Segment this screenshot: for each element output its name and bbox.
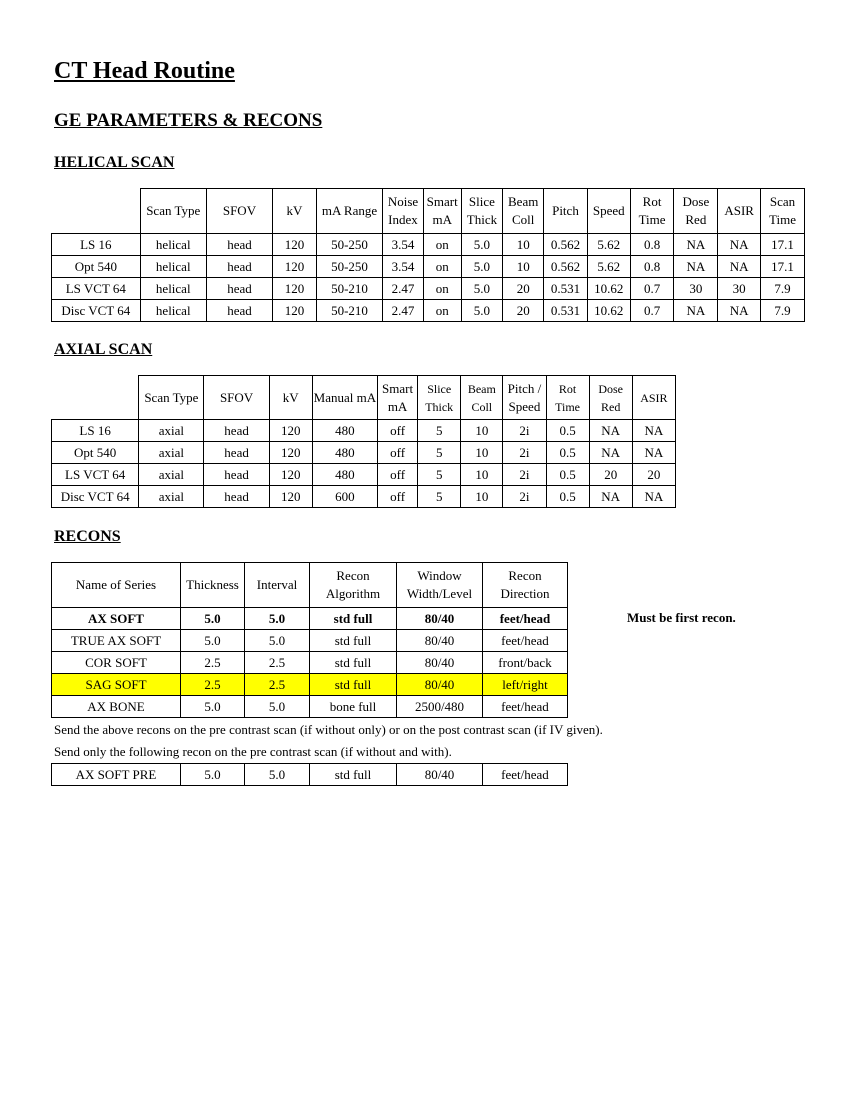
table-cell: front/back <box>483 652 568 674</box>
column-header: Beam Coll <box>461 376 503 420</box>
pre-recon-table <box>51 763 568 786</box>
table-cell: 5.0 <box>461 278 503 300</box>
table-cell: 120 <box>273 256 317 278</box>
table-cell: 20 <box>503 278 544 300</box>
table-row <box>52 630 568 652</box>
table-cell: 5.0 <box>461 300 503 322</box>
table-cell: off <box>378 464 418 486</box>
row-label: AX SOFT <box>52 608 181 630</box>
table-cell: 5.0 <box>181 630 245 652</box>
row-label: SAG SOFT <box>52 674 181 696</box>
table-cell: NA <box>632 420 675 442</box>
table-cell: feet/head <box>483 764 568 786</box>
table-cell: 2500/480 <box>397 696 483 718</box>
table-row <box>52 652 568 674</box>
row-label: LS 16 <box>52 420 139 442</box>
row-label: Opt 540 <box>52 256 141 278</box>
axial-heading: AXIAL SCAN <box>54 341 153 358</box>
table-row <box>52 764 568 786</box>
table-cell: 480 <box>312 464 377 486</box>
table-cell: on <box>423 234 461 256</box>
table-cell: 10 <box>461 442 503 464</box>
column-header: Slice Thick <box>418 376 461 420</box>
row-label: LS VCT 64 <box>52 278 141 300</box>
row-label: COR SOFT <box>52 652 181 674</box>
table-row <box>52 464 676 486</box>
table-cell: 120 <box>269 464 312 486</box>
table-row <box>52 256 805 278</box>
column-header: Pitch / Speed <box>503 376 546 420</box>
helical-table <box>51 188 805 322</box>
row-label: LS VCT 64 <box>52 464 139 486</box>
table-cell: head <box>204 486 269 508</box>
table-cell: 0.8 <box>630 256 674 278</box>
recons-note-2: Send only the following recon on the pre contrast scan (if without and with). <box>54 744 452 759</box>
table-cell: 0.7 <box>630 300 674 322</box>
table-cell: std full <box>310 764 397 786</box>
table-cell: 2.47 <box>383 300 424 322</box>
table-cell: 80/40 <box>397 674 483 696</box>
table-cell: 20 <box>632 464 675 486</box>
table-cell: 0.531 <box>544 300 588 322</box>
recons-heading: RECONS <box>54 528 121 545</box>
table-cell: 0.5 <box>546 420 589 442</box>
table-cell: on <box>423 278 461 300</box>
table-cell: 5.62 <box>587 256 630 278</box>
corner-blank <box>52 189 141 234</box>
table-cell: NA <box>674 300 718 322</box>
column-header: Scan Type <box>139 376 204 420</box>
table-cell: 0.5 <box>546 486 589 508</box>
table-cell: feet/head <box>483 630 568 652</box>
table-cell: 0.531 <box>544 278 588 300</box>
table-cell: 2i <box>503 420 546 442</box>
table-cell: 10 <box>461 420 503 442</box>
header-row <box>52 376 676 420</box>
column-header: Rot Time <box>630 189 674 234</box>
column-header: SFOV <box>206 189 272 234</box>
column-header: Interval <box>245 563 310 608</box>
table-cell: 2.5 <box>245 652 310 674</box>
table-cell: helical <box>140 234 206 256</box>
table-cell: 50-210 <box>316 300 382 322</box>
table-cell: 80/40 <box>397 652 483 674</box>
table-cell: 5 <box>418 464 461 486</box>
table-cell: 5.62 <box>587 234 630 256</box>
table-cell: head <box>204 442 269 464</box>
table-row <box>52 234 805 256</box>
table-cell: 50-250 <box>316 234 382 256</box>
row-label: AX BONE <box>52 696 181 718</box>
table-cell: 2.47 <box>383 278 424 300</box>
column-header: ASIR <box>718 189 761 234</box>
column-header: Noise Index <box>383 189 424 234</box>
table-cell: 2.5 <box>181 652 245 674</box>
table-cell: 80/40 <box>397 764 483 786</box>
table-cell: 0.5 <box>546 464 589 486</box>
table-cell: feet/head <box>483 608 568 630</box>
table-cell: 80/40 <box>397 608 483 630</box>
table-row <box>52 674 568 696</box>
table-cell: 5 <box>418 486 461 508</box>
column-header: kV <box>269 376 312 420</box>
column-header: Recon Algorithm <box>310 563 397 608</box>
table-cell: off <box>378 486 418 508</box>
table-row <box>52 608 568 630</box>
table-cell: 0.5 <box>546 442 589 464</box>
table-cell: std full <box>310 608 397 630</box>
row-label: Disc VCT 64 <box>52 486 139 508</box>
column-header: Recon Direction <box>483 563 568 608</box>
table-cell: axial <box>139 464 204 486</box>
table-cell: 5.0 <box>245 764 310 786</box>
table-cell: 2.5 <box>181 674 245 696</box>
table-cell: 5.0 <box>245 608 310 630</box>
table-row <box>52 420 676 442</box>
table-cell: 120 <box>269 486 312 508</box>
table-cell: 5 <box>418 442 461 464</box>
column-header: Slice Thick <box>461 189 503 234</box>
column-header: Dose Red <box>589 376 632 420</box>
header-row <box>52 563 568 608</box>
helical-heading: HELICAL SCAN <box>54 154 175 171</box>
table-cell: 5.0 <box>245 630 310 652</box>
table-cell: std full <box>310 630 397 652</box>
column-header: Pitch <box>544 189 588 234</box>
table-cell: 10.62 <box>587 278 630 300</box>
table-cell: NA <box>632 486 675 508</box>
axial-table <box>51 375 676 508</box>
table-cell: 30 <box>718 278 761 300</box>
table-cell: 10.62 <box>587 300 630 322</box>
table-cell: head <box>206 256 272 278</box>
table-cell: head <box>206 300 272 322</box>
header-row <box>52 189 805 234</box>
table-cell: head <box>204 420 269 442</box>
table-cell: NA <box>718 234 761 256</box>
table-cell: 480 <box>312 442 377 464</box>
table-cell: 3.54 <box>383 234 424 256</box>
table-cell: 20 <box>503 300 544 322</box>
table-cell: NA <box>589 420 632 442</box>
table-cell: 30 <box>674 278 718 300</box>
column-header: Speed <box>587 189 630 234</box>
table-row <box>52 278 805 300</box>
column-header: Dose Red <box>674 189 718 234</box>
column-header: SFOV <box>204 376 269 420</box>
table-cell: axial <box>139 420 204 442</box>
table-cell: NA <box>632 442 675 464</box>
row-label: Opt 540 <box>52 442 139 464</box>
table-cell: 120 <box>269 420 312 442</box>
row-label: LS 16 <box>52 234 141 256</box>
recons-table <box>51 562 568 718</box>
table-cell: axial <box>139 486 204 508</box>
table-cell: 10 <box>461 486 503 508</box>
table-cell: NA <box>674 234 718 256</box>
column-header: Manual mA <box>312 376 377 420</box>
table-cell: on <box>423 256 461 278</box>
corner-blank <box>52 376 139 420</box>
table-cell: helical <box>140 300 206 322</box>
table-cell: 10 <box>461 464 503 486</box>
column-header: Window Width/Level <box>397 563 483 608</box>
table-cell: std full <box>310 652 397 674</box>
table-cell: 2i <box>503 464 546 486</box>
table-cell: 50-250 <box>316 256 382 278</box>
row-label: AX SOFT PRE <box>52 764 181 786</box>
table-cell: NA <box>718 256 761 278</box>
table-cell: 7.9 <box>761 300 805 322</box>
table-cell: 20 <box>589 464 632 486</box>
table-cell: 480 <box>312 420 377 442</box>
table-cell: head <box>206 278 272 300</box>
table-cell: bone full <box>310 696 397 718</box>
recons-note-1: Send the above recons on the pre contrast scan (if without only) or on the post contrast scan (if IV given). <box>54 722 603 737</box>
column-header: Beam Coll <box>503 189 544 234</box>
table-cell: helical <box>140 278 206 300</box>
table-cell: 5.0 <box>245 696 310 718</box>
column-header: Rot Time <box>546 376 589 420</box>
table-cell: 0.562 <box>544 234 588 256</box>
page-title: CT Head Routine <box>54 58 235 84</box>
table-cell: 120 <box>273 278 317 300</box>
table-cell: 0.562 <box>544 256 588 278</box>
table-cell: 2i <box>503 486 546 508</box>
column-header: Smart mA <box>378 376 418 420</box>
table-cell: 0.7 <box>630 278 674 300</box>
first-recon-note: Must be first recon. <box>627 610 736 625</box>
table-row <box>52 486 676 508</box>
column-header: mA Range <box>316 189 382 234</box>
table-cell: NA <box>589 486 632 508</box>
table-cell: on <box>423 300 461 322</box>
column-header: kV <box>273 189 317 234</box>
column-header: Name of Series <box>52 563 181 608</box>
table-row <box>52 300 805 322</box>
row-label: TRUE AX SOFT <box>52 630 181 652</box>
table-cell: helical <box>140 256 206 278</box>
column-header: Scan Time <box>761 189 805 234</box>
table-cell: 5.0 <box>181 764 245 786</box>
table-cell: 50-210 <box>316 278 382 300</box>
table-cell: 10 <box>503 234 544 256</box>
table-cell: 2.5 <box>245 674 310 696</box>
table-cell: 80/40 <box>397 630 483 652</box>
table-cell: 0.8 <box>630 234 674 256</box>
table-cell: 10 <box>503 256 544 278</box>
table-cell: head <box>206 234 272 256</box>
column-header: Thickness <box>181 563 245 608</box>
table-cell: 17.1 <box>761 234 805 256</box>
table-cell: left/right <box>483 674 568 696</box>
table-cell: 5.0 <box>461 256 503 278</box>
table-cell: NA <box>718 300 761 322</box>
row-label: Disc VCT 64 <box>52 300 141 322</box>
table-cell: 5 <box>418 420 461 442</box>
table-cell: 2i <box>503 442 546 464</box>
table-row <box>52 442 676 464</box>
table-cell: 120 <box>269 442 312 464</box>
table-cell: 5.0 <box>461 234 503 256</box>
table-cell: NA <box>674 256 718 278</box>
table-cell: 120 <box>273 300 317 322</box>
table-cell: 600 <box>312 486 377 508</box>
table-cell: head <box>204 464 269 486</box>
section-title: GE PARAMETERS & RECONS <box>54 110 323 131</box>
table-cell: std full <box>310 674 397 696</box>
table-cell: 3.54 <box>383 256 424 278</box>
table-cell: 120 <box>273 234 317 256</box>
table-cell: off <box>378 420 418 442</box>
column-header: ASIR <box>632 376 675 420</box>
column-header: Scan Type <box>140 189 206 234</box>
column-header: Smart mA <box>423 189 461 234</box>
table-cell: axial <box>139 442 204 464</box>
table-cell: off <box>378 442 418 464</box>
table-row <box>52 696 568 718</box>
table-cell: 5.0 <box>181 696 245 718</box>
table-cell: 7.9 <box>761 278 805 300</box>
table-cell: 17.1 <box>761 256 805 278</box>
table-cell: 5.0 <box>181 608 245 630</box>
table-cell: feet/head <box>483 696 568 718</box>
table-cell: NA <box>589 442 632 464</box>
